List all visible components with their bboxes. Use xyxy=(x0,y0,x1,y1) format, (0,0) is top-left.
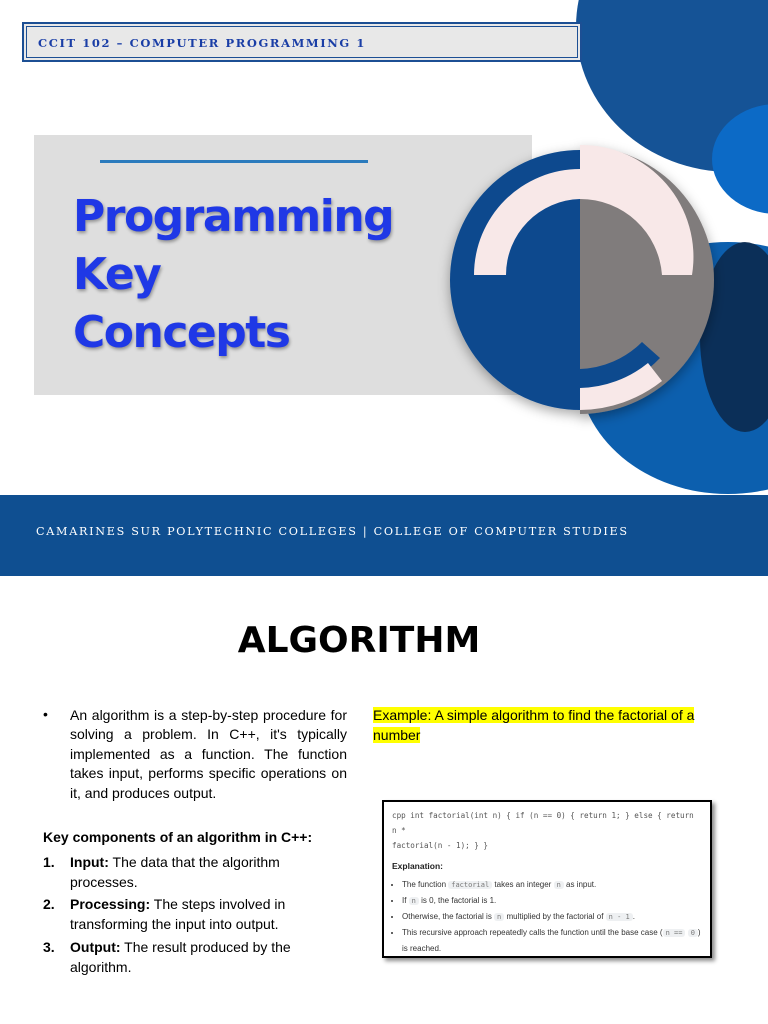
title-line-3: Concepts xyxy=(73,307,290,358)
example-caption-text: Example: A simple algorithm to find the factorial of a number xyxy=(373,707,695,743)
explanation-list xyxy=(392,877,702,957)
list-number: 3. xyxy=(43,939,55,955)
list-item-label: Input: xyxy=(70,854,109,870)
code-line: cpp int factorial(int n) { if (n == 0) { return 1; } else { return n * xyxy=(392,811,694,835)
inline-code: factorial xyxy=(448,881,492,889)
example-caption xyxy=(373,706,723,745)
intro-paragraph: An algorithm is a step-by-step procedure for solving a problem. In C++, it's typically implemented as a function. The function takes input, performs specific operations on it, and produces output. xyxy=(70,707,347,801)
title-line-1: Programming xyxy=(73,191,394,242)
components-heading: Key components of an algorithm in C++: xyxy=(43,829,313,845)
explanation-heading: Explanation: xyxy=(392,861,444,871)
list-item xyxy=(43,852,343,892)
bullet-icon: • xyxy=(43,706,48,722)
explanation-item: • Otherwise, the factorial is n multiplied by the factorial of n - 1 . xyxy=(402,909,702,925)
course-header-box xyxy=(22,22,582,62)
inline-code: n xyxy=(554,881,564,889)
code-line: factorial(n - 1); } } xyxy=(392,841,489,850)
inline-code: n - 1 xyxy=(606,913,633,921)
list-number: 2. xyxy=(43,896,55,912)
explanation-item: • If n is 0, the factorial is 1. xyxy=(402,893,702,909)
course-title: CCIT 102 – COMPUTER PROGRAMMING 1 xyxy=(38,36,366,50)
document-title xyxy=(73,188,453,362)
list-item-text: The steps involved in transforming the input into output. xyxy=(70,896,286,932)
inline-code: n == xyxy=(663,929,686,937)
institution-banner xyxy=(0,495,768,576)
list-item-body xyxy=(70,937,343,977)
list-item-text: The data that the algorithm processes. xyxy=(70,854,280,890)
list-item xyxy=(43,937,343,977)
inline-code: 0 xyxy=(688,929,698,937)
title-line-2: Key xyxy=(73,249,161,300)
inline-code: n xyxy=(494,913,504,921)
list-item-label: Output: xyxy=(70,939,121,955)
inline-code: n xyxy=(409,897,419,905)
list-item-body xyxy=(70,852,343,892)
code-screenshot xyxy=(382,800,712,958)
list-item xyxy=(43,894,343,934)
list-number: 1. xyxy=(43,854,55,870)
title-rule xyxy=(100,160,368,163)
list-item-text: The result produced by the algorithm. xyxy=(70,939,291,975)
list-item-body xyxy=(70,894,343,934)
explanation-item: • This recursive approach repeatedly calls the function until the base case ( n == 0 ) is reached. xyxy=(402,925,702,957)
ring-graphic xyxy=(430,130,740,440)
section-heading: ALGORITHM xyxy=(237,620,481,661)
explanation-item: • The function factorial takes an integer n as input. xyxy=(402,877,702,893)
list-item-label: Processing: xyxy=(70,896,151,912)
banner-text: CAMARINES SUR POLYTECHNIC COLLEGES | COLLEGE OF COMPUTER STUDIES xyxy=(36,525,629,538)
